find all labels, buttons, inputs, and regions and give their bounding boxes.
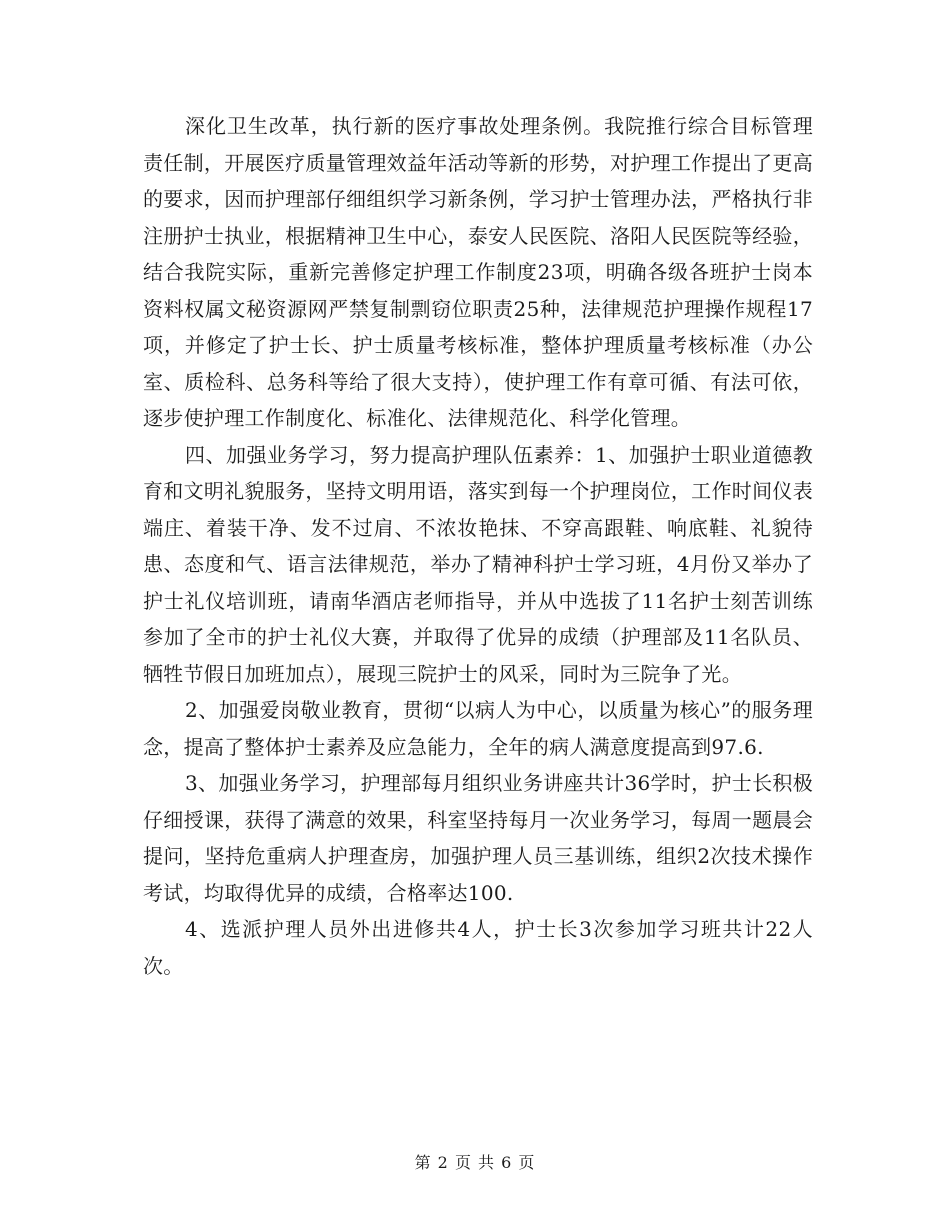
paragraph-item-four: 4、选派护理人员外出进修共4人，护士长3次参加学习班共计22人次。	[143, 917, 813, 978]
paragraph-section-four: 四、加强业务学习，努力提高护理队伍素养：1、加强护士职业道德教育和文明礼貌服务，坚持文明用语，落实到每一个护理岗位，工作时间仪表端庄、着装干净、发不过肩、不浓妆艳抹、不穿高跟鞋、响底鞋、礼貌待患、态度和气、语言法律规范，举办了精神科护士学习班，4月份又举办了护士礼仪培训班，请南华酒店老师指导，并从中选拔了11名护士刻苦训练参加了全市的护士礼仪大赛，并取得了优异的成绩（护理部及11名队员、牺牲节假日加班加点），展现三院护士的风采，同时为三院争了光。	[143, 442, 813, 686]
paragraph-item-two: 2、加强爱岗敬业教育，贯彻“以病人为中心，以质量为核心”的服务理念，提高了整体护士素养及应急能力，全年的病人满意度提高到97.6.	[143, 698, 813, 759]
paragraph-item-three: 3、加强业务学习，护理部每月组织业务讲座共计36学时，护士长积极仔细授课，获得了满意的效果，科室坚持每月一次业务学习，每周一题晨会提问，坚持危重病人护理查房，加强护理人员三基训练，组织2次技术操作考试，均取得优异的成绩，合格率达100.	[143, 771, 813, 905]
document-body	[143, 108, 813, 984]
page-number: 第 2 页 共 6 页	[414, 1153, 536, 1172]
page-footer	[0, 1150, 950, 1173]
paragraph-regulations: 深化卫生改革，执行新的医疗事故处理条例。我院推行综合目标管理责任制，开展医疗质量管理效益年活动等新的形势，对护理工作提出了更高的要求，因而护理部仔细组织学习新条例，学习护士管理办法，严格执行非注册护士执业，根据精神卫生中心，泰安人民医院、洛阳人民医院等经验，结合我院实际，重新完善修定护理工作制度23项，明确各级各班护士岗本资料权属文秘资源网严禁复制剽窃位职责25种，法律规范护理操作规程17项，并修定了护士长、护士质量考核标准，整体护理质量考核标准（办公室、质检科、总务科等给了很大支持），使护理工作有章可循、有法可依，逐步使护理工作制度化、标准化、法律规范化、科学化管理。	[143, 114, 813, 430]
